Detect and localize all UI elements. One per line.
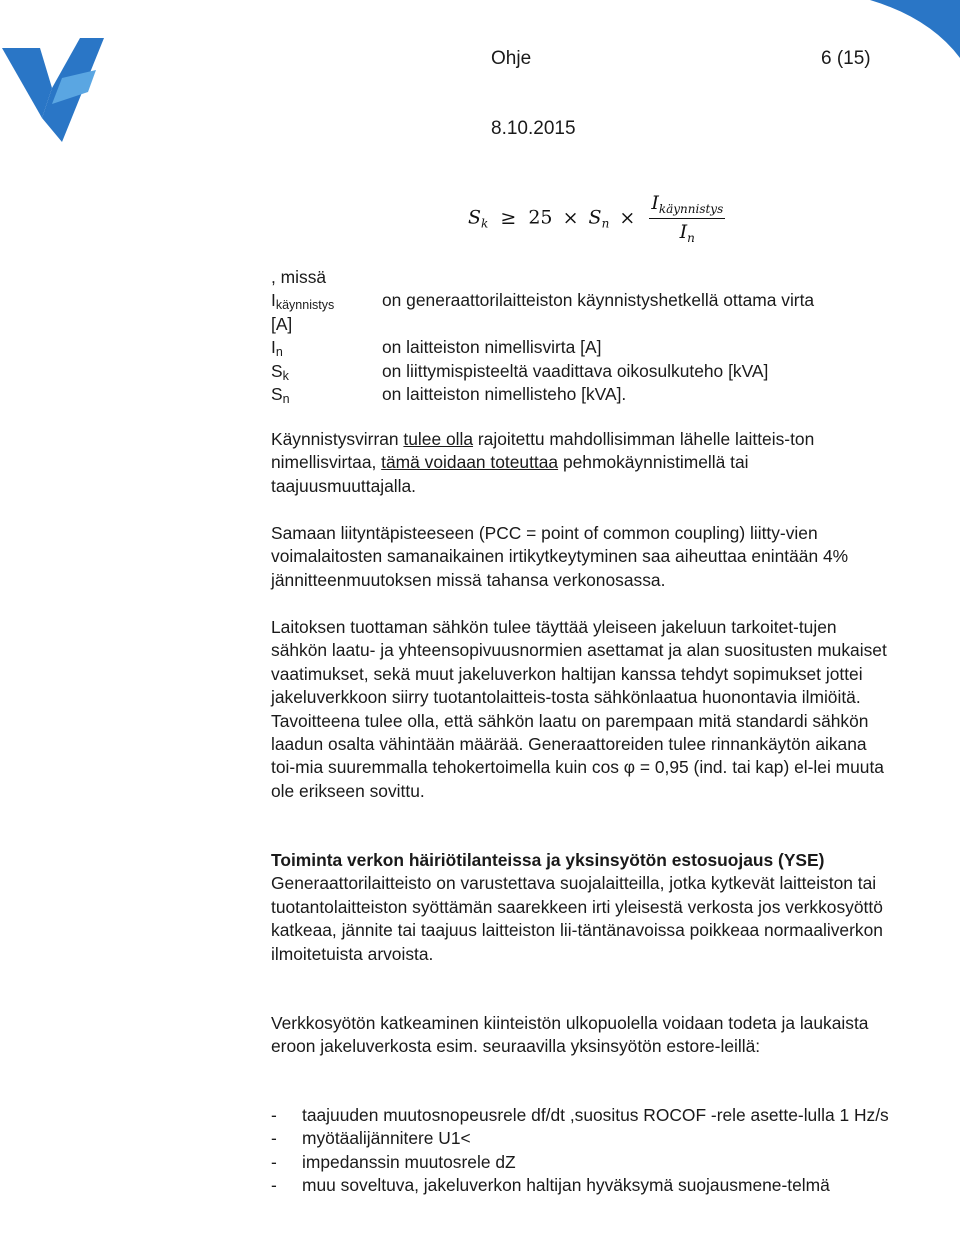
protection-relay-list: [271, 1104, 891, 1198]
paragraph-starting-current: Käynnistysvirran tulee olla rajoitettu mahdollisimman lähelle laitteis-ton nimellisvirtaa, tämä voidaan toteuttaa pehmokäynnistimellä tai taajuusmuuttajalla.: [271, 429, 815, 496]
list-item: - taajuuden muutosnopeusrele df/dt ,suositus ROCOF -rele asette-lulla 1 Hz/s: [271, 1104, 891, 1127]
fraction: $\frac{I_{käynnistys}}{I_n}$: [651, 192, 724, 245]
definition-row: Ikäynnistys on generaattorilaitteiston käynnistyshetkellä ottama virta: [271, 290, 815, 313]
list-item: - impedanssin muutosrele dZ: [271, 1151, 891, 1174]
paragraph-pcc: Samaan liityntäpisteeseen (PCC = point of common coupling) liitty-vien voimalaitosten samanaikainen irtikytkeytyminen saa aiheuttaa enintään 4% jännitteenmuutoksen missä tahansa verkonosassa.: [271, 523, 849, 590]
document-type: Ohje: [491, 48, 532, 69]
definition-row: Sk on liittymispisteeltä vaadittava oikosulkuteho [kVA]: [271, 360, 769, 383]
section-island-protection: [271, 849, 891, 966]
document-date: 8.10.2015: [491, 118, 576, 139]
list-item: - muu soveltuva, jakeluverkon haltijan hyväksymä suojausmene-telmä: [271, 1174, 891, 1197]
page-number: 6 (15): [821, 48, 871, 69]
definitions-intro: , missä: [271, 267, 327, 287]
definitions-list: [271, 266, 911, 406]
definition-row: [A]: [271, 313, 293, 334]
definition-row: In on laitteiston nimellisvirta [A]: [271, 337, 602, 360]
company-logo: [0, 30, 110, 150]
list-item: - myötäalijännitere U1<: [271, 1127, 891, 1150]
section-heading: Toiminta verkon häiriötilanteissa ja yksinsyötön estosuojaus (YSE): [271, 850, 825, 870]
paragraph-grid-disconnect: Verkkosyötön katkeaminen kiinteistön ulkopuolella voidaan todeta ja laukaista eroon jakeluverkosta esim. seuraavilla yksinsyötön estore-leillä:: [271, 1013, 869, 1057]
section-text: Generaattorilaitteisto on varustettava suojalaitteilla, jotka kytkevät laitteiston tai tuotantolaitteiston syöttämän saarekkeen irti yleisestä verkosta jos verkkosyöttö katkeaa, jännite tai taajuus laitteiston lii-täntänavoissa poikkeaa normaaliverkon ilmoitetuista arvoista.: [271, 873, 883, 964]
paragraph-power-quality: Laitoksen tuottaman sähkön tulee täyttää yleiseen jakeluun tarkoitet-tujen sähkön laatu- ja yhteensopivuusnormien asettamat ja alan suositusten mukaiset vaatimukset, sekä muut jakeluverkon haltijan kanssa tehdyt sopimukset jottei jakeluverkkoon siirry tuotantolaitteis-tosta sähkönlaatua huonontavia ilmiöitä. Tavoitteena tulee olla, että sähkön laatu on parempaan mitä standardi sähkön laadun osalta vähintään määrää. Generaattoreiden tulee rinnankäytön aikana toi-mia suuremmalla tehokertoimella kuin cos φ = 0,95 (ind. tai kap) el-lei muuta ole erikseen sovittu.: [271, 617, 887, 801]
definition-row: Sn on laitteiston nimellisteho [kVA].: [271, 383, 627, 406]
short-circuit-formula: $S_k \ge 25 \times S_n$ × $\frac{I_{käynnistys}}{I_n}$: [468, 192, 724, 245]
